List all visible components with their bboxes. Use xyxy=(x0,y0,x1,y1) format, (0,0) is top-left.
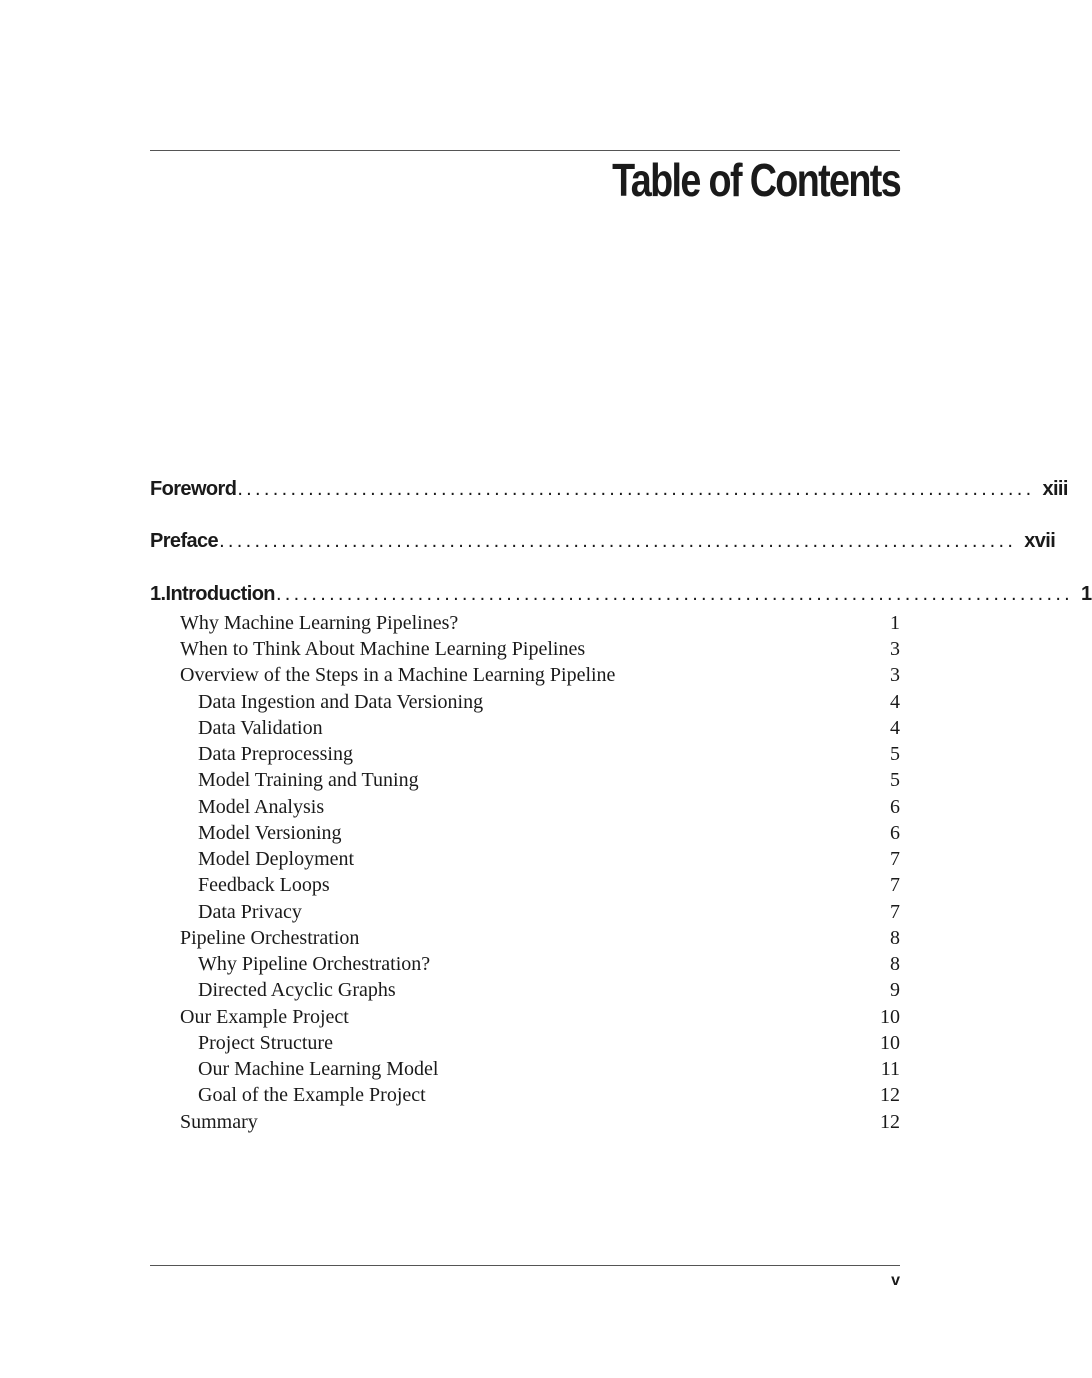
toc-entry-label: Preface xyxy=(150,530,219,552)
toc-entry[interactable] xyxy=(150,1032,900,1058)
toc-entry-page: 5 xyxy=(890,743,900,765)
toc-entry[interactable] xyxy=(150,1058,900,1084)
toc-entry-page: 7 xyxy=(890,874,900,896)
dot-leader: .......................................................................................... xyxy=(219,530,1017,552)
toc-entry-page: 7 xyxy=(890,848,900,870)
toc-entry[interactable] xyxy=(150,901,900,927)
toc-entry[interactable] xyxy=(150,717,900,743)
toc-entry[interactable] xyxy=(150,822,900,848)
toc-entry-label: Data Validation xyxy=(198,717,323,739)
toc-entry-page: 11 xyxy=(880,1058,900,1080)
toc-entry[interactable] xyxy=(150,743,900,769)
toc-entry-page: xiii xyxy=(1042,478,1068,500)
toc-entry-label: Model Training and Tuning xyxy=(198,769,419,791)
bottom-rule xyxy=(150,1265,900,1266)
toc-entry-label: Our Example Project xyxy=(180,1006,349,1028)
toc-entry-page: 7 xyxy=(890,901,900,923)
toc-entry[interactable] xyxy=(150,1084,900,1110)
toc-entry[interactable] xyxy=(150,874,900,900)
toc-entry-page: xvii xyxy=(1024,530,1056,552)
toc-entry-label: Why Machine Learning Pipelines? xyxy=(180,612,459,634)
toc-entry-label: Model Analysis xyxy=(198,796,325,818)
toc-entry-label: Foreword xyxy=(150,478,237,500)
toc-entry-page: 6 xyxy=(890,796,900,818)
toc-entry-label: Directed Acyclic Graphs xyxy=(198,979,396,1001)
toc-entry[interactable] xyxy=(150,927,900,953)
toc-entry-label: Project Structure xyxy=(198,1032,333,1054)
toc-entry[interactable] xyxy=(150,796,900,822)
toc-entry-label: Data Ingestion and Data Versioning xyxy=(198,691,484,713)
toc-entry[interactable] xyxy=(150,848,900,874)
toc-entry-label: Overview of the Steps in a Machine Learning Pipeline xyxy=(180,664,616,686)
toc-entry[interactable] xyxy=(150,1006,900,1032)
toc-entry-label: Model Versioning xyxy=(198,822,342,844)
toc-entry-label: Our Machine Learning Model xyxy=(198,1058,439,1080)
toc-entry-label: Summary xyxy=(180,1111,258,1133)
page-title: Table of Contents xyxy=(612,154,900,206)
toc-entry-page: 10 xyxy=(880,1032,900,1054)
toc-entry-page: 10 xyxy=(880,1006,900,1028)
toc-entry[interactable] xyxy=(150,638,900,664)
toc-entry-page: 12 xyxy=(880,1111,900,1133)
toc-entry-page: 12 xyxy=(880,1084,900,1106)
toc-entry-label: Pipeline Orchestration xyxy=(180,927,360,949)
toc-entry-label: Feedback Loops xyxy=(198,874,330,896)
toc-entry-page: 5 xyxy=(890,769,900,791)
toc-entry-page: 8 xyxy=(890,953,900,975)
toc-entry[interactable] xyxy=(150,1111,900,1137)
toc-entry-page: 6 xyxy=(890,822,900,844)
toc-entry-label: When to Think About Machine Learning Pipelines xyxy=(180,638,586,660)
toc-entry-label: Why Pipeline Orchestration? xyxy=(198,953,431,975)
toc-chapter-introduction[interactable] xyxy=(150,583,1092,613)
toc-entry[interactable] xyxy=(150,612,900,638)
toc-entry-foreword[interactable] xyxy=(150,478,1068,508)
toc-entry[interactable] xyxy=(150,769,900,795)
toc-entry-page: 3 xyxy=(890,638,900,660)
toc-entry[interactable] xyxy=(150,691,900,717)
toc-entry-preface[interactable] xyxy=(150,530,1056,560)
toc-entry-label: Introduction xyxy=(165,583,275,605)
toc-entry-page: 1 xyxy=(1081,583,1092,605)
dot-leader: .......................................................................................... xyxy=(237,478,1035,500)
toc-entry-label: Data Privacy xyxy=(198,901,302,923)
chapter-number: 1. xyxy=(150,583,166,605)
page-number: v xyxy=(891,1272,900,1289)
toc-entry[interactable] xyxy=(150,953,900,979)
dot-leader: .......................................................................................... xyxy=(275,583,1074,605)
toc-entry-page: 1 xyxy=(890,612,900,634)
toc-entry-label: Goal of the Example Project xyxy=(198,1084,426,1106)
toc-entry-label: Data Preprocessing xyxy=(198,743,353,765)
toc-entry[interactable] xyxy=(150,664,900,690)
toc-entry-page: 3 xyxy=(890,664,900,686)
toc-entry-page: 9 xyxy=(890,979,900,1001)
toc-entry[interactable] xyxy=(150,979,900,1005)
toc-entry-label: Model Deployment xyxy=(198,848,355,870)
toc-entry-page: 8 xyxy=(890,927,900,949)
toc-entry-page: 4 xyxy=(890,717,900,739)
toc-entry-page: 4 xyxy=(890,691,900,713)
